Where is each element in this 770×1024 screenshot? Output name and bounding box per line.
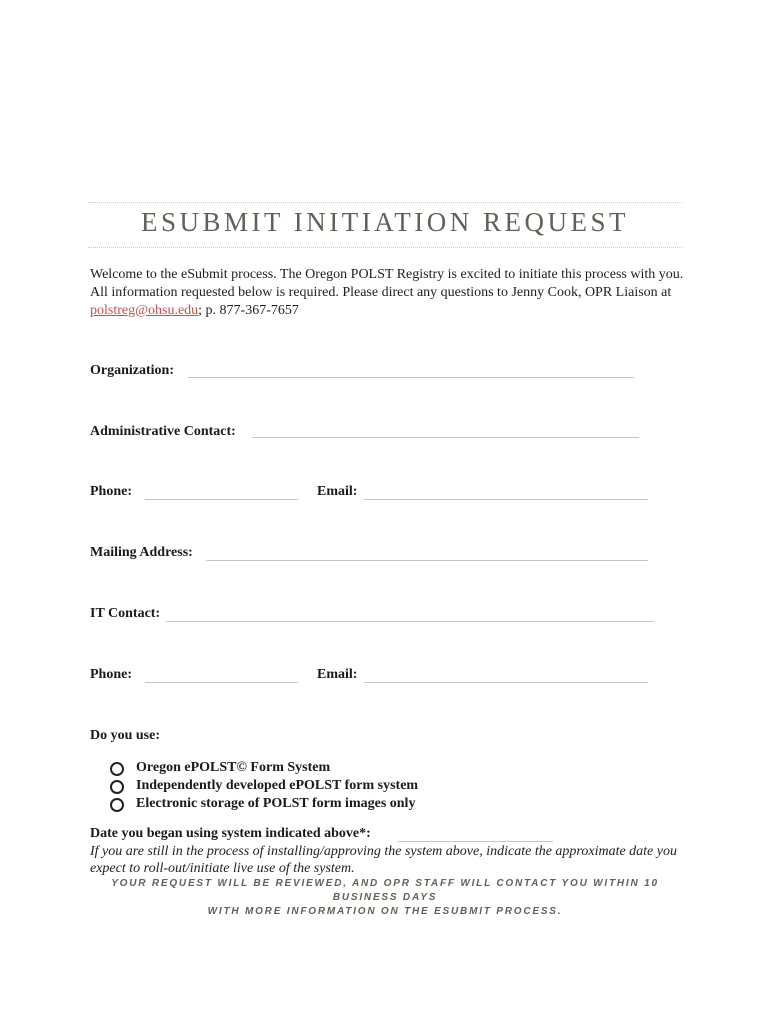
phone-label-1: Phone: (90, 484, 132, 499)
admin-contact-label: Administrative Contact: (90, 424, 236, 439)
it-contact-label: IT Contact: (90, 606, 161, 621)
footer-line-1: YOUR REQUEST WILL BE REVIEWED, AND OPR STAFF WILL CONTACT YOU WITHIN 10 BUSINESS DAYS (111, 878, 659, 903)
option-label: Electronic storage of POLST form images only (136, 796, 416, 811)
admin-contact-field[interactable] (252, 437, 639, 438)
option-label: Independently developed ePOLST form system (136, 778, 419, 793)
email-link[interactable]: polstreg@ohsu.edu (90, 303, 199, 318)
radio-circle-icon[interactable] (110, 798, 124, 812)
phone-label-2: Phone: (90, 667, 132, 682)
phone-field-1[interactable] (145, 499, 298, 500)
email-field-2[interactable] (364, 682, 648, 683)
intro-phone: ; p. 877-367-7657 (198, 303, 299, 318)
title-bar (88, 202, 682, 248)
radio-circle-icon[interactable] (110, 780, 124, 794)
organization-field[interactable] (188, 377, 634, 378)
intro-text: Welcome to the eSubmit process. The Oregon POLST Registry is excited to initiate this process with you. All information requested below is required. Please direct any questions to Jenny Cook, OPR Liaison at (90, 267, 684, 300)
radio-circle-icon[interactable] (110, 762, 124, 776)
option-label: Oregon ePOLST© Form System (136, 760, 331, 775)
system-question: Do you use: (90, 728, 161, 743)
email-label-2: Email: (317, 667, 358, 682)
intro-paragraph (90, 266, 690, 320)
footer-notice (88, 877, 682, 919)
date-field[interactable] (398, 841, 553, 842)
date-label: Date you began using system indicated above*: (90, 826, 371, 841)
phone-field-2[interactable] (145, 682, 298, 683)
email-field-1[interactable] (364, 499, 648, 500)
date-note: If you are still in the process of installing/approving the system above, indicate the approximate date you expect to roll-out/initiate live use of the system. (90, 844, 677, 876)
mailing-address-label: Mailing Address: (90, 545, 193, 560)
email-label-1: Email: (317, 484, 358, 499)
page-title: ESUBMIT INITIATION REQUEST (141, 207, 629, 237)
footer-line-2: WITH MORE INFORMATION ON THE ESUBMIT PROCESS. (207, 906, 563, 917)
mailing-address-field[interactable] (206, 560, 648, 561)
organization-label: Organization: (90, 363, 174, 378)
it-contact-field[interactable] (166, 621, 654, 622)
